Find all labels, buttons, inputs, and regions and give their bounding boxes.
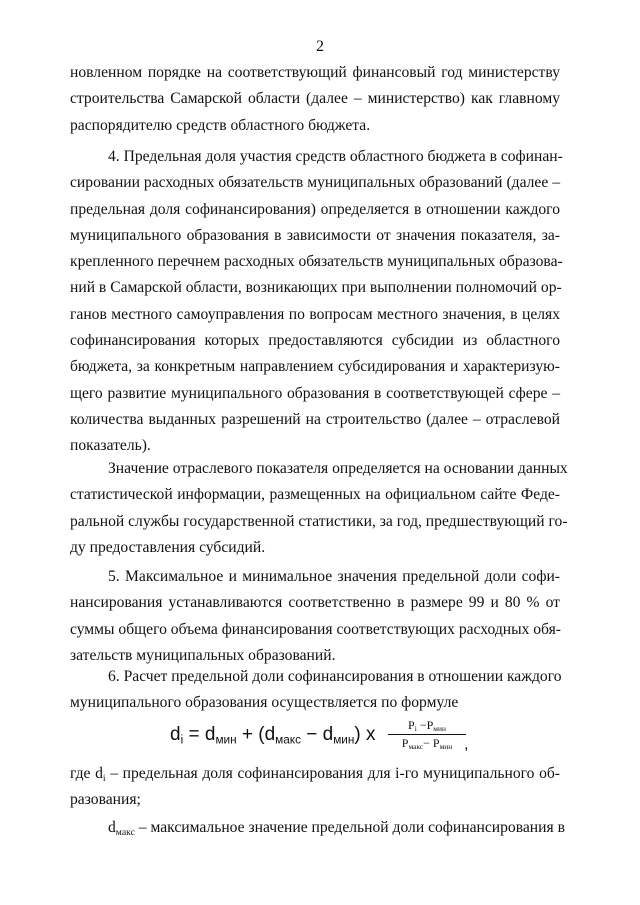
paragraph-4-statistics (70, 456, 568, 561)
text-line: муниципального образования в зависимости от значения показателя, за- (70, 226, 560, 244)
text-line: $d_{макс}$ – максимальное значение предельной доли софинансирования в (108, 819, 565, 838)
paragraph-5 (70, 564, 560, 669)
formula-expression: $d_i = d_{мин} + (d_{макс} - d_{мин})$ x (170, 724, 376, 747)
paragraph-continuation (70, 60, 560, 139)
text-line: разования; (70, 791, 141, 809)
text-line: ральной службы государственной статистики, за год, предшествующий го- (70, 512, 568, 530)
text-line: 6. Расчет предельной доли софинансирования в отношении каждого (108, 668, 562, 685)
text-line: нансирования устанавливаются соответственно в размере 99 и 80 % от (70, 594, 560, 612)
text-line: ганов местного самоуправления по вопросам местного значения, в целях (70, 305, 560, 323)
formula-comma: , (464, 736, 469, 753)
text-line: зательств муниципальных образований. (70, 646, 336, 664)
text-line: Значение отраслевого показателя определяется на основании данных (108, 460, 568, 477)
fraction-numerator: $P_i -P_{мин}$ (388, 718, 466, 735)
text-line: муниципального образования осуществляется по формуле (70, 694, 459, 712)
text-line: 5. Максимальное и минимальное значения предельной доли софи- (108, 568, 560, 585)
text-line: крепленного перечнем расходных обязательств муниципальных образова- (70, 253, 563, 271)
text-line: софинансирования которых предоставляются субсидии из областного (70, 332, 560, 350)
text-line: сировании расходных обязательств муниципальных образований (далее – (70, 174, 560, 192)
text-line: распорядителю средств областного бюджета. (70, 116, 371, 134)
text-line: статистической информации, размещенных на официальном сайте Феде- (70, 486, 560, 504)
text-line: ду предоставления субсидий. (70, 538, 266, 556)
text-line: количества выданных разрешений на строительство (далее – отраслевой (70, 410, 560, 428)
text-line: строительства Самарской области (далее – министерство) как главному (70, 90, 560, 108)
page-number: 2 (316, 38, 324, 55)
text-line: где $d_i$ – предельная доля софинансирования для i-го муниципального об- (70, 765, 560, 784)
fraction-denominator: $P_{макс}- P_{мин}$ (401, 736, 453, 752)
text-line: предельная доля софинансирования) определяется в отношении каждого (70, 200, 560, 218)
formula (170, 716, 530, 760)
text-line: показатель). (70, 437, 151, 455)
definition-dmax (70, 815, 565, 841)
paragraph-4 (70, 144, 563, 460)
text-line: бюджета, за конкретным направлением субсидирования и характеризую- (70, 358, 560, 376)
paragraph-6 (70, 664, 560, 717)
text-line: 4. Предельная доля участия средств областного бюджета в софинан- (108, 148, 563, 165)
text-line: новленном порядке на соответствующий финансовый год министерству (70, 64, 560, 81)
formula-fraction (388, 718, 466, 751)
text-line: суммы общего объема финансирования соответствующих расходных обя- (70, 620, 561, 638)
definition-di (70, 761, 560, 814)
text-line: ний в Самарской области, возникающих при выполнении полномочий ор- (70, 279, 562, 297)
text-line: щего развитие муниципального образования в соответствующей сфере – (70, 384, 560, 402)
